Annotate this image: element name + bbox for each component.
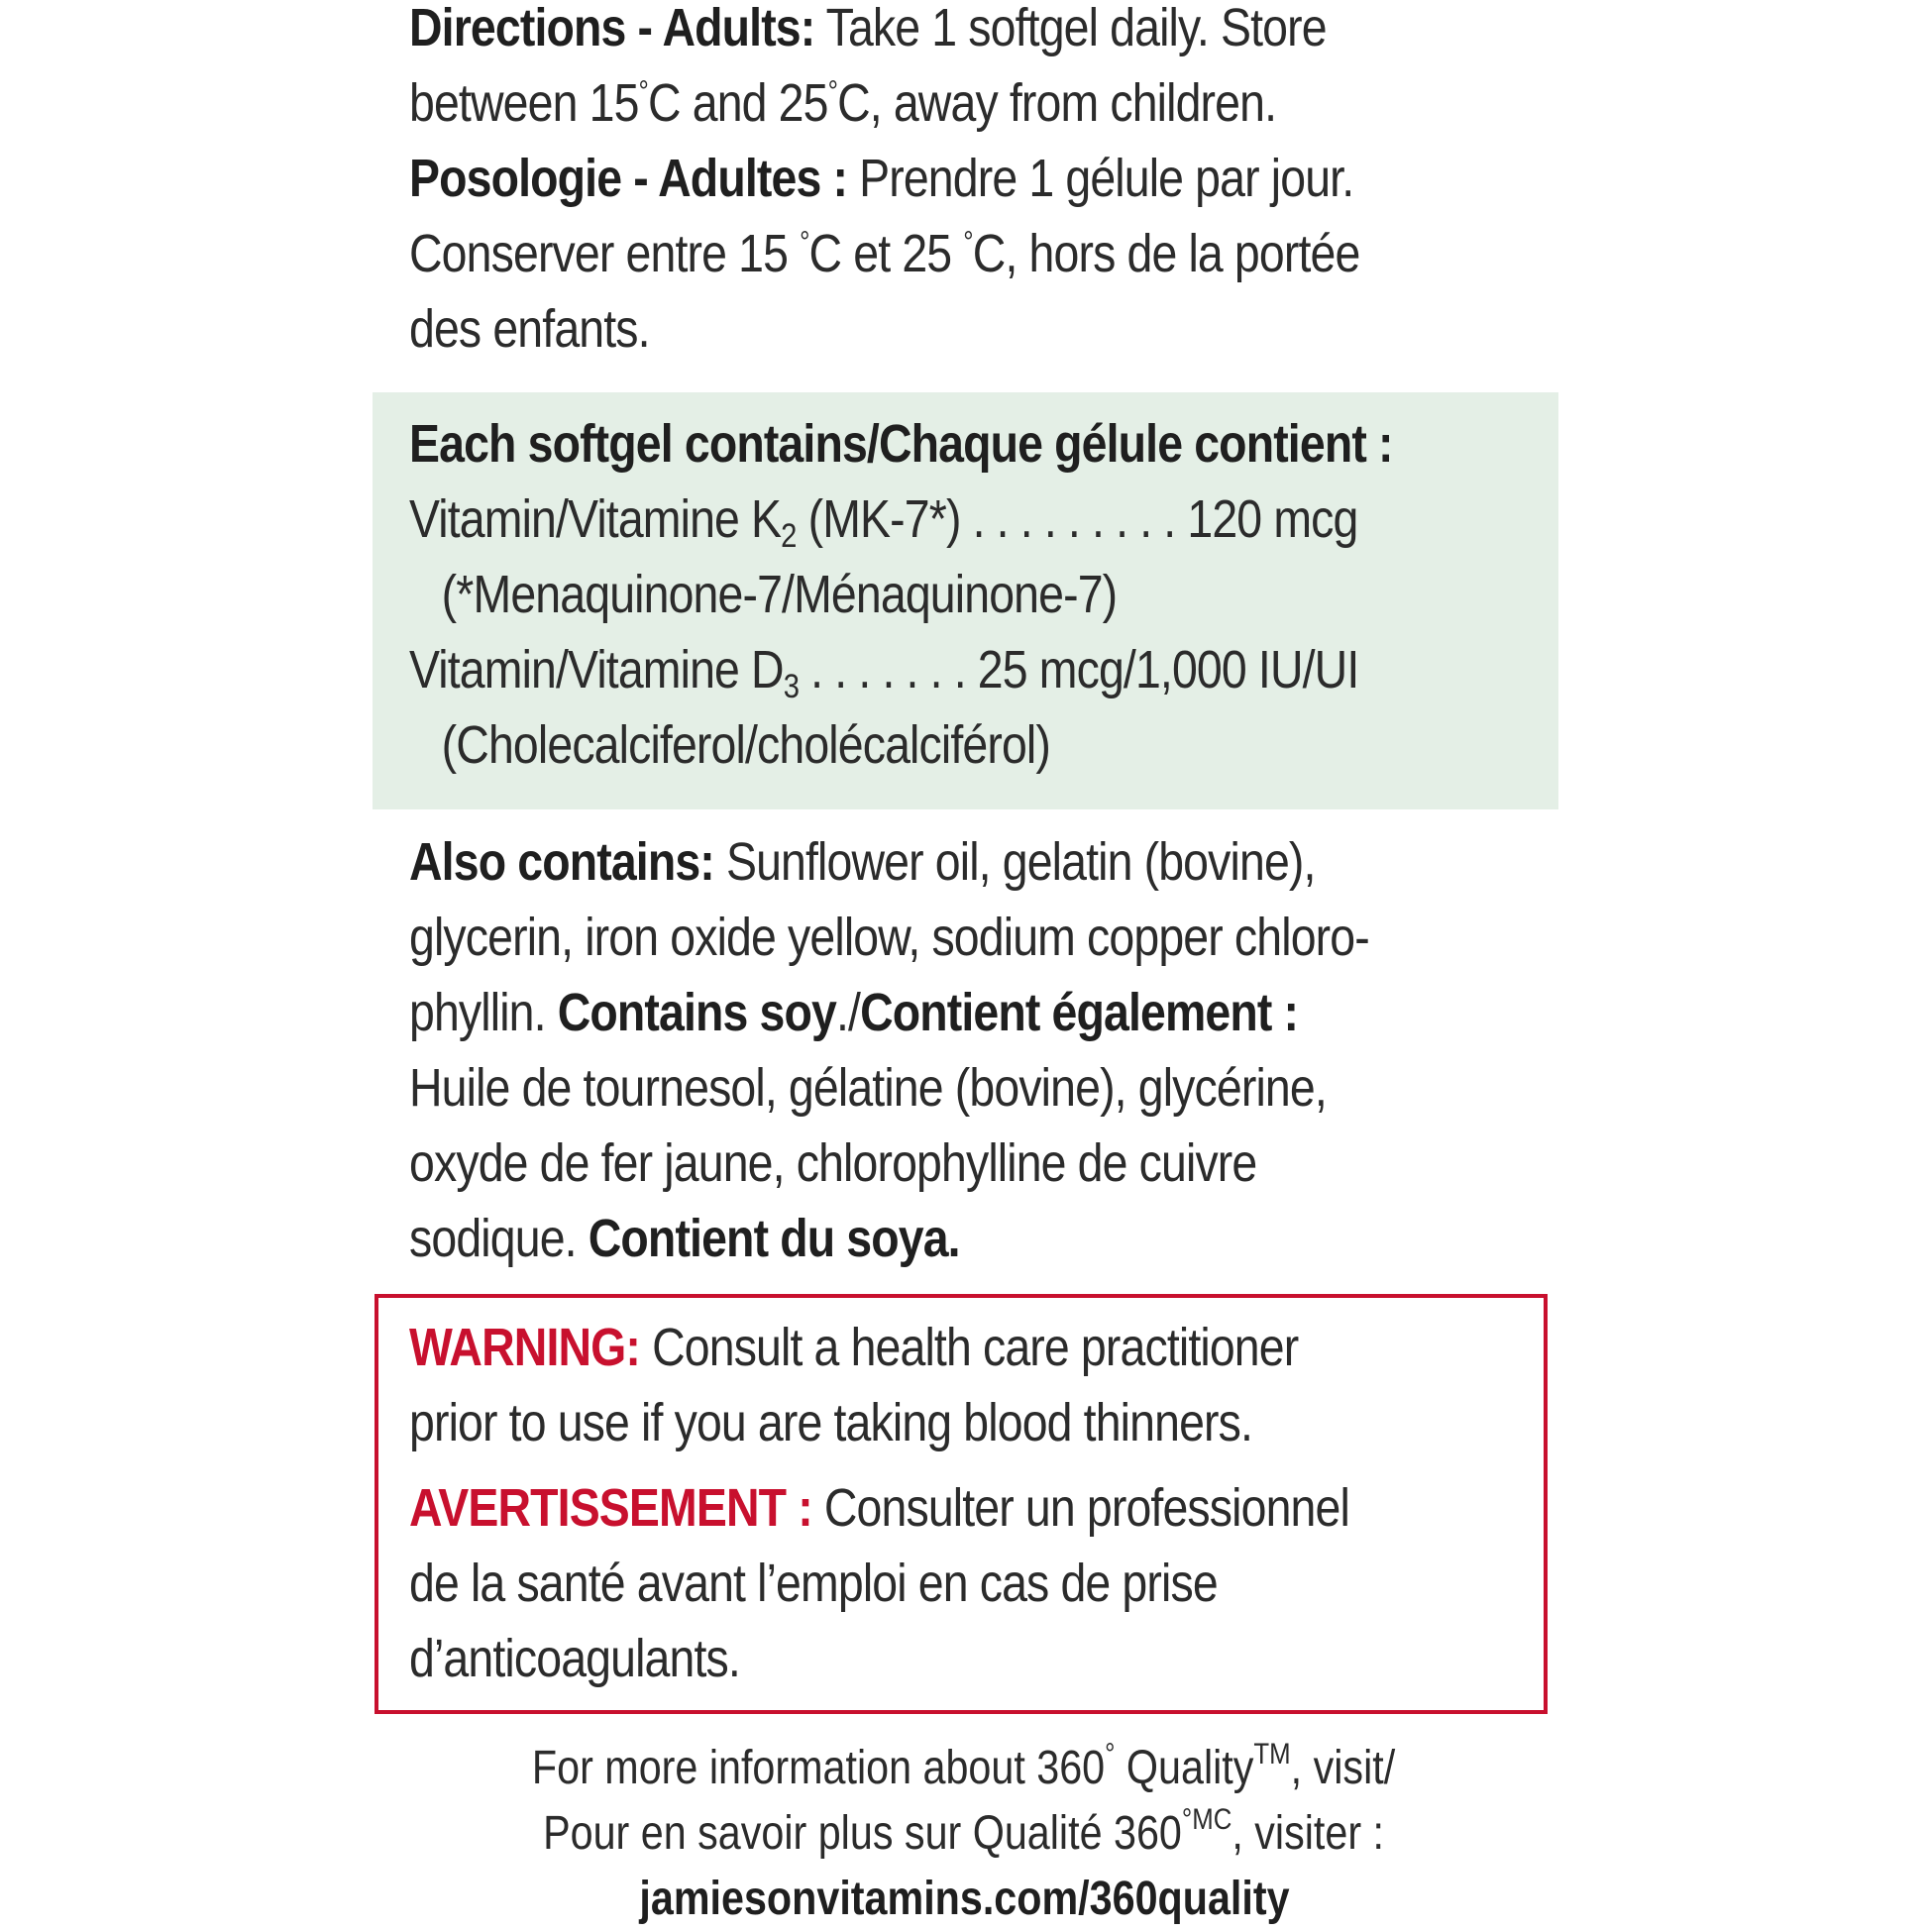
warning-section [409, 1310, 1398, 1696]
warning-fr-text-1: Consulter un professionnel [811, 1478, 1349, 1538]
website-link[interactable]: jamiesonvitamins.com/360quality [638, 1873, 1290, 1925]
directions-en-text-2c: C, away from children. [837, 73, 1277, 133]
footer-text-1c: , visit/ [1291, 1742, 1396, 1794]
also-contains-text-3a: phyllin. [409, 983, 558, 1042]
warning-en-text-2: prior to use if you are taking blood thinners. [409, 1393, 1253, 1452]
ingredient-k2-amount: 120 mcg [1187, 489, 1358, 549]
directions-en-text-2b: C and 25 [648, 73, 828, 133]
ingredients-section [409, 406, 1398, 783]
directions-en-label: Directions - Adults: [409, 0, 815, 57]
degree-symbol: ° [827, 75, 838, 108]
footer-text-2a: Pour en savoir plus sur Qualité 360 [543, 1807, 1183, 1860]
also-contains-text-3b: ./ [835, 983, 861, 1042]
contient-soya-label: Contient du soya. [588, 1209, 960, 1268]
warning-fr-label: AVERTISSEMENT : [409, 1478, 812, 1538]
degree-symbol: ° [1105, 1738, 1116, 1771]
ingredient-d3-name: Vitamin/Vitamine D [409, 640, 784, 699]
directions-en-text-2a: between 15 [409, 73, 639, 133]
also-contains-text-4: Huile de tournesol, gélatine (bovine), glycérine, [409, 1058, 1327, 1118]
ingredient-d3-amount: 25 mcg/1,000 IU/UI [977, 640, 1359, 699]
directions-en-text: Take 1 softgel daily. Store [814, 0, 1327, 57]
also-contains-section [409, 824, 1398, 1276]
warning-fr-text-3: d’anticoagulants. [409, 1629, 740, 1688]
mc-symbol: °MC [1182, 1803, 1232, 1836]
directions-fr-text-2b: C et 25 [808, 224, 964, 283]
directions-section [409, 0, 1398, 367]
degree-symbol: ° [800, 226, 809, 259]
ingredient-k2-row [409, 482, 1398, 557]
ingredients-heading: Each softgel contains/Chaque gélule contient : [409, 414, 1393, 474]
ingredient-k2-suffix: (MK-7*) [796, 489, 961, 549]
contient-egalement-label: Contient également : [860, 983, 1299, 1042]
ingredient-k2-name: Vitamin/Vitamine K [409, 489, 782, 549]
directions-fr-text-2c: C, hors de la portée [972, 224, 1360, 283]
directions-fr-text-3: des enfants. [409, 299, 650, 359]
ingredient-k2-note: (*Menaquinone-7/Ménaquinone-7) [441, 565, 1118, 624]
degree-symbol: ° [963, 226, 973, 259]
also-contains-text-2: glycerin, iron oxide yellow, sodium copper chloro- [409, 908, 1369, 967]
also-contains-text-5: oxyde de fer jaune, chlorophylline de cuivre [409, 1133, 1257, 1193]
warning-en-text-1: Consult a health care practitioner [640, 1318, 1299, 1377]
footer-text-1a: For more information about 360 [532, 1742, 1106, 1794]
degree-symbol: ° [638, 75, 649, 108]
also-contains-text-1: Sunflower oil, gelatin (bovine), [713, 832, 1316, 892]
footer-text-2b: , visiter : [1232, 1807, 1385, 1860]
ingredient-d3-subscript: 3 [783, 668, 800, 705]
also-contains-label: Also contains: [409, 832, 714, 892]
trademark-symbol: TM [1253, 1738, 1292, 1771]
ingredient-k2-subscript: 2 [781, 517, 797, 555]
ingredient-d3-row [409, 632, 1398, 707]
contains-soy-label: Contains soy [557, 983, 836, 1042]
footer [0, 1736, 1928, 1932]
directions-fr-text-2a: Conserver entre 15 [409, 224, 801, 283]
directions-fr-text: Prendre 1 gélule par jour. [847, 149, 1354, 208]
warning-fr-text-2: de la santé avant l’emploi en cas de prise [409, 1554, 1218, 1613]
also-contains-text-6: sodique. [409, 1209, 589, 1268]
directions-fr-label: Posologie - Adultes : [409, 149, 848, 208]
footer-text-1b: Quality [1115, 1742, 1254, 1794]
ingredient-k2-leader: . . . . . . . . . [960, 489, 1188, 549]
ingredient-d3-leader: . . . . . . . [799, 640, 978, 699]
warning-en-label: WARNING: [409, 1318, 641, 1377]
ingredient-d3-note: (Cholecalciferol/cholécalciférol) [441, 715, 1050, 775]
